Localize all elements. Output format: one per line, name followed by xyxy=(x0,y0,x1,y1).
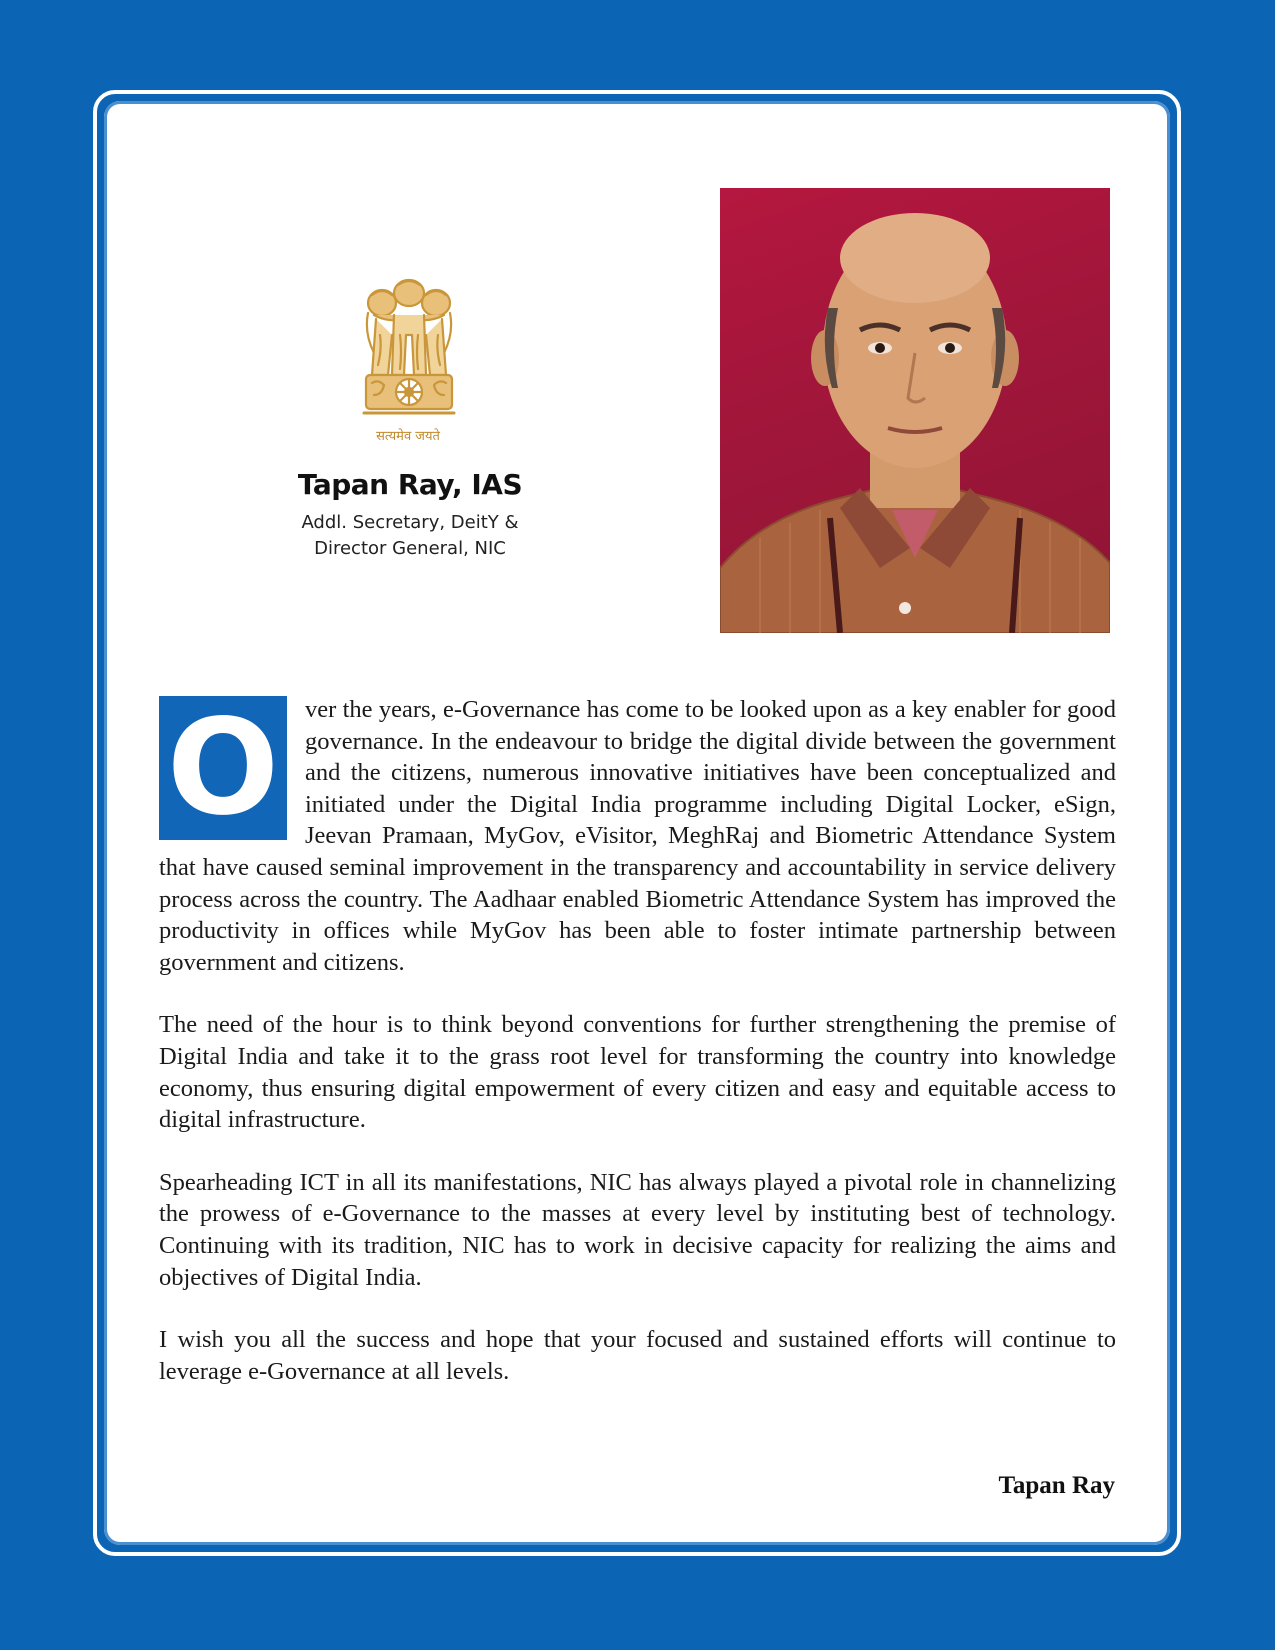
designation-line-1: Addl. Secretary, DeitY & xyxy=(301,512,519,533)
message-paragraph-3: Spearheading ICT in all its manifestations, NIC has always played a pivotal role in channelizing the prowess of e-Governance to the masses at every level by instituting best of technology. Continuing with its tradition, NIC has to work in decisive capacity for realizing the aims and objectives of Digital India. xyxy=(159,1168,1116,1291)
national-emblem-icon xyxy=(354,275,464,445)
signature: Tapan Ray xyxy=(998,1472,1115,1499)
message-paragraph-1 xyxy=(159,691,1116,978)
paragraph-1-text: ver the years, e-Governance has come to be looked upon as a key enabler for good governance. In the endeavour to bridge the digital divide between the government and the citizens, numerous innovative initiatives have been conceptualized and initiated under the Digital India programme including Digital Locker, eSign, Jeevan Pramaan, MyGov, eVisitor, MeghRaj and Biometric Attendance System that have caused seminal improvement in the transparency and accountability in service delivery process across the country. The Aadhaar enabled Biometric Attendance System has improved the productivity in offices while MyGov has been able to foster intimate partnership between government and citizens. xyxy=(159,696,1116,976)
portrait-illustration xyxy=(720,188,1110,633)
portrait-photo xyxy=(720,188,1110,633)
drop-cap: O xyxy=(159,696,287,840)
author-name: Tapan Ray, IAS xyxy=(297,468,523,501)
designation-line-2: Director General, NIC xyxy=(314,538,506,559)
message-paragraph-4: I wish you all the success and hope that your focused and sustained efforts will continue to leverage e-Governance at all levels. xyxy=(159,1326,1116,1385)
message-body xyxy=(159,691,1116,1418)
message-paragraph-2: The need of the hour is to think beyond conventions for further strengthening the premise of Digital India and take it to the grass root level for transforming the country into knowledge economy, thus ensuring digital empowerment of every citizen and easy and equitable access to digital infrastructure. xyxy=(159,1011,1116,1134)
author-designation xyxy=(280,510,540,562)
emblem-motto: सत्यमेव जयते xyxy=(376,429,440,444)
